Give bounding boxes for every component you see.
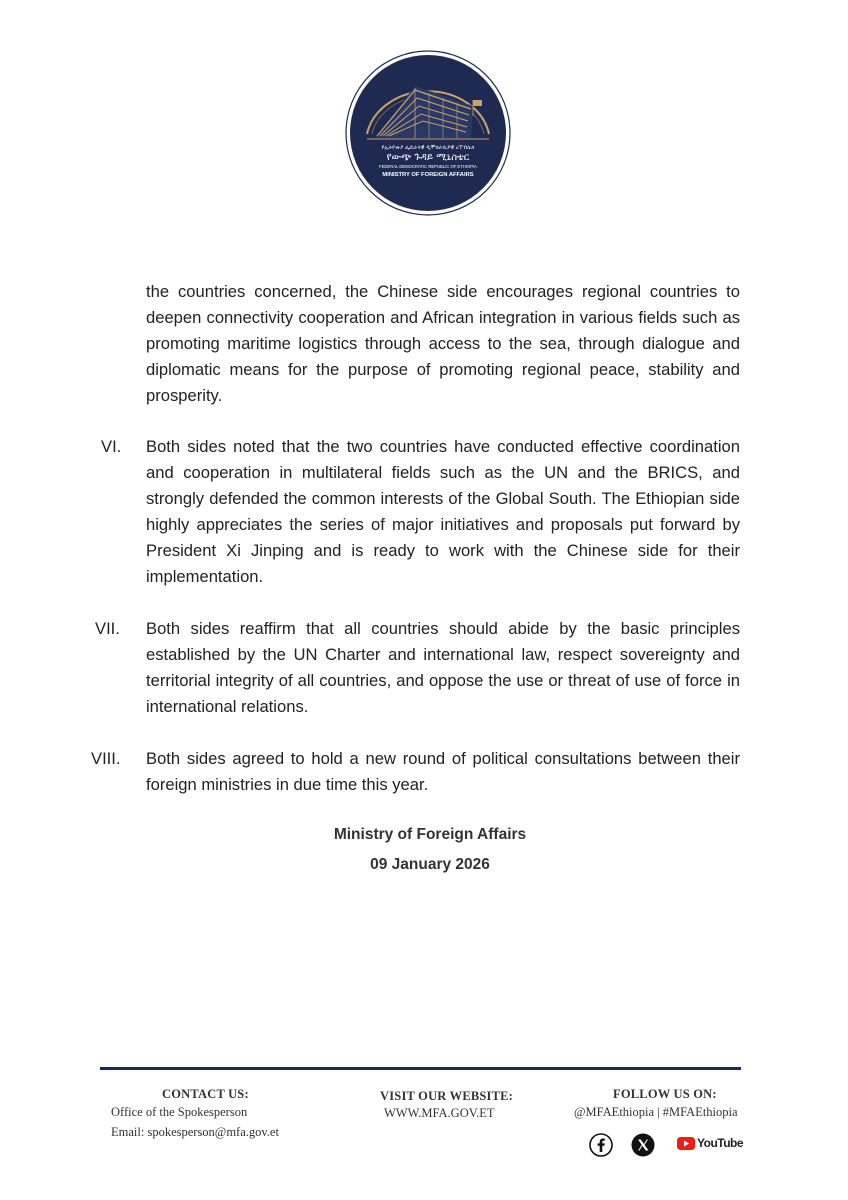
item-text-vii: Both sides reaffirm that all countries should abide by the basic principles established by the UN Charter and international law, respect sovereignty and territorial integrity of all countries, and oppose the use or threat of use of force in international relations.: [146, 619, 740, 716]
footer-divider: [100, 1067, 741, 1070]
signature-date: 09 January 2026: [370, 856, 490, 873]
contact-office: Office of the Spokesperson: [111, 1105, 248, 1119]
website-link[interactable]: WWW.MFA.GOV.ET: [384, 1106, 495, 1120]
x-icon[interactable]: [631, 1133, 655, 1157]
ministry-logo: [345, 50, 511, 216]
website-title: VISIT OUR WEBSITE:: [380, 1089, 514, 1103]
item-number-vii: VII.: [95, 619, 120, 638]
logo-amharic-line2: የውጭ ጉዳይ ሚኒስቴር: [386, 152, 470, 163]
item-text-vi: Both sides noted that the two countries have conducted effective coordination and cooperation in multilateral fields such as the UN and the BRICS, and strongly defended the common interests of the Global South. The Ethiopian side highly appreciates the series of major initiatives and proposals put forward by President Xi Jinping and is ready to work with the Chinese side for their implementation.: [146, 437, 740, 586]
signature-organization: Ministry of Foreign Affairs: [333, 826, 527, 843]
logo-english-line1: FEDERAL DEMOCRATIC REPUBLIC OF ETHIOPIA: [379, 164, 477, 169]
logo-english-line2: MINISTRY OF FOREIGN AFFAIRS: [382, 172, 474, 178]
item-text-viii: Both sides agreed to hold a new round of political consultations between their foreign ministries in due time this year.: [146, 749, 740, 794]
facebook-icon[interactable]: [589, 1133, 613, 1157]
continuation-paragraph: the countries concerned, the Chinese side encourages regional countries to deepen connectivity cooperation and African integration in various fields such as promoting maritime logistics through access to the sea, through dialogue and diplomatic means for the purpose of promoting regional peace, stability and prosperity.: [146, 282, 740, 405]
contact-email-link[interactable]: Email: spokesperson@mfa.gov.et: [111, 1125, 279, 1139]
item-number-vi: VI.: [101, 437, 122, 456]
follow-title: FOLLOW US ON:: [613, 1087, 717, 1101]
logo-amharic-line1: የኢትዮጵያ ፌዴራላዊ ዲሞክራሲያዊ ሪፐብሊክ: [381, 145, 475, 151]
youtube-icon: [677, 1137, 695, 1150]
contact-title: CONTACT US:: [162, 1087, 249, 1101]
youtube-link[interactable]: [677, 1136, 743, 1150]
item-number-viii: VIII.: [91, 749, 121, 768]
youtube-label: YouTube: [697, 1136, 744, 1150]
social-handles: @MFAEthiopia | #MFAEthiopia: [574, 1105, 738, 1119]
